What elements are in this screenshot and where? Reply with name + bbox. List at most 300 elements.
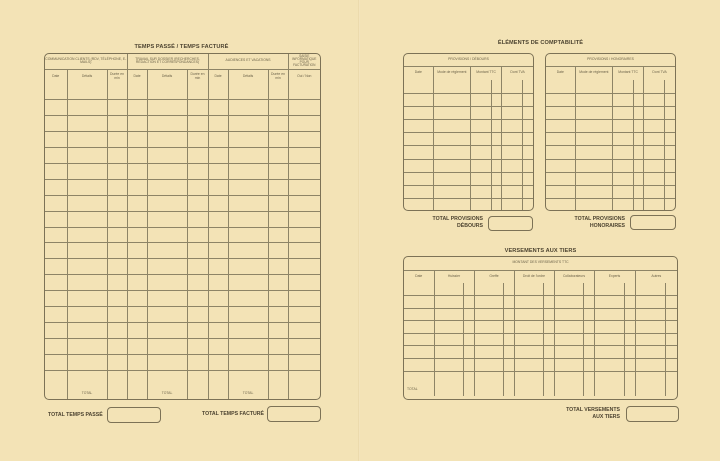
table-cell[interactable] xyxy=(613,186,634,199)
table-cell[interactable] xyxy=(613,146,634,159)
table-cell[interactable] xyxy=(514,308,543,321)
table-cell[interactable] xyxy=(45,132,67,148)
table-cell[interactable] xyxy=(514,296,543,309)
table-cell[interactable] xyxy=(288,227,320,243)
table-cell[interactable] xyxy=(288,291,320,307)
table-cell[interactable] xyxy=(575,146,612,159)
table-cell[interactable] xyxy=(583,283,594,296)
table-cell[interactable] xyxy=(208,227,228,243)
table-cell[interactable] xyxy=(624,333,635,346)
table-cell[interactable] xyxy=(187,291,208,307)
table-cell[interactable] xyxy=(268,322,288,338)
table-cell[interactable] xyxy=(45,275,67,291)
table-cell[interactable] xyxy=(107,211,127,227)
table-cell[interactable] xyxy=(404,283,434,296)
table-cell[interactable] xyxy=(523,199,533,211)
table-cell[interactable] xyxy=(208,338,228,354)
table-cell[interactable] xyxy=(228,370,268,386)
table-cell[interactable] xyxy=(644,199,665,211)
table-cell[interactable] xyxy=(594,283,624,296)
table-cell[interactable] xyxy=(594,308,624,321)
table-cell[interactable] xyxy=(45,195,67,211)
table-cell[interactable] xyxy=(288,132,320,148)
table-cell[interactable] xyxy=(228,148,268,164)
table-cell[interactable] xyxy=(268,100,288,116)
table-cell[interactable] xyxy=(644,80,665,93)
table-cell[interactable] xyxy=(624,346,635,359)
table-cell[interactable] xyxy=(502,120,523,133)
table-cell[interactable] xyxy=(665,80,675,93)
table-cell[interactable] xyxy=(613,133,634,146)
table-cell[interactable] xyxy=(635,333,665,346)
table-cell[interactable] xyxy=(127,179,147,195)
table-cell[interactable] xyxy=(45,179,67,195)
table-cell[interactable] xyxy=(127,338,147,354)
table-cell[interactable] xyxy=(187,354,208,370)
table-cell[interactable] xyxy=(474,346,503,359)
table-cell[interactable] xyxy=(228,306,268,322)
table-cell[interactable] xyxy=(463,371,474,384)
table-cell[interactable] xyxy=(575,133,612,146)
table-cell[interactable] xyxy=(665,321,677,334)
table-cell[interactable] xyxy=(187,163,208,179)
table-cell[interactable] xyxy=(288,306,320,322)
table-cell[interactable] xyxy=(45,338,67,354)
table-cell[interactable] xyxy=(404,120,433,133)
table-cell[interactable] xyxy=(127,322,147,338)
table-cell[interactable] xyxy=(633,159,643,172)
table-cell[interactable] xyxy=(208,195,228,211)
table-cell[interactable] xyxy=(635,359,665,372)
table-cell[interactable] xyxy=(268,275,288,291)
table-cell[interactable] xyxy=(434,333,463,346)
table-cell[interactable] xyxy=(127,291,147,307)
table-cell[interactable] xyxy=(107,275,127,291)
table-cell[interactable] xyxy=(665,308,677,321)
table-cell[interactable] xyxy=(665,346,677,359)
table-cell[interactable] xyxy=(575,199,612,211)
table-cell[interactable] xyxy=(208,291,228,307)
table-cell[interactable] xyxy=(288,243,320,259)
table-cell[interactable] xyxy=(583,333,594,346)
table-cell[interactable] xyxy=(665,133,675,146)
table-cell[interactable] xyxy=(575,106,612,119)
table-cell[interactable] xyxy=(583,296,594,309)
table-cell[interactable] xyxy=(433,159,470,172)
table-cell[interactable] xyxy=(613,80,634,93)
table-cell[interactable] xyxy=(624,321,635,334)
table-cell[interactable] xyxy=(491,106,501,119)
table-cell[interactable] xyxy=(474,371,503,384)
table-cell[interactable] xyxy=(288,163,320,179)
table-cell[interactable] xyxy=(665,106,675,119)
table-cell[interactable] xyxy=(147,306,187,322)
table-cell[interactable] xyxy=(433,133,470,146)
table-cell[interactable] xyxy=(644,133,665,146)
table-cell[interactable] xyxy=(665,159,675,172)
table-cell[interactable] xyxy=(554,346,583,359)
table-cell[interactable] xyxy=(471,146,492,159)
table-cell[interactable] xyxy=(554,283,583,296)
total-temps-passe-field[interactable] xyxy=(107,407,161,423)
table-cell[interactable] xyxy=(434,346,463,359)
table-cell[interactable] xyxy=(514,283,543,296)
table-cell[interactable] xyxy=(594,296,624,309)
table-cell[interactable] xyxy=(474,359,503,372)
table-cell[interactable] xyxy=(228,275,268,291)
table-cell[interactable] xyxy=(474,321,503,334)
table-cell[interactable] xyxy=(404,296,434,309)
table-cell[interactable] xyxy=(474,333,503,346)
table-cell[interactable] xyxy=(107,354,127,370)
table-cell[interactable] xyxy=(635,321,665,334)
table-cell[interactable] xyxy=(45,211,67,227)
table-cell[interactable] xyxy=(67,211,107,227)
table-cell[interactable] xyxy=(67,306,107,322)
table-cell[interactable] xyxy=(543,308,554,321)
table-cell[interactable] xyxy=(404,186,433,199)
table-cell[interactable] xyxy=(471,133,492,146)
table-cell[interactable] xyxy=(546,80,575,93)
table-cell[interactable] xyxy=(147,338,187,354)
table-cell[interactable] xyxy=(491,146,501,159)
table-cell[interactable] xyxy=(502,159,523,172)
table-cell[interactable] xyxy=(503,346,514,359)
table-cell[interactable] xyxy=(45,100,67,116)
table-cell[interactable] xyxy=(228,354,268,370)
table-cell[interactable] xyxy=(147,211,187,227)
table-cell[interactable] xyxy=(107,370,127,386)
table-cell[interactable] xyxy=(187,179,208,195)
table-cell[interactable] xyxy=(546,146,575,159)
table-cell[interactable] xyxy=(288,322,320,338)
table-cell[interactable] xyxy=(67,259,107,275)
table-cell[interactable] xyxy=(107,179,127,195)
table-cell[interactable] xyxy=(633,186,643,199)
table-cell[interactable] xyxy=(554,359,583,372)
table-cell[interactable] xyxy=(575,186,612,199)
table-cell[interactable] xyxy=(187,116,208,132)
table-cell[interactable] xyxy=(228,259,268,275)
table-cell[interactable] xyxy=(187,100,208,116)
table-cell[interactable] xyxy=(288,211,320,227)
table-cell[interactable] xyxy=(107,116,127,132)
table-cell[interactable] xyxy=(268,370,288,386)
table-cell[interactable] xyxy=(471,199,492,211)
table-cell[interactable] xyxy=(463,333,474,346)
table-cell[interactable] xyxy=(288,275,320,291)
table-cell[interactable] xyxy=(503,308,514,321)
table-cell[interactable] xyxy=(127,354,147,370)
table-cell[interactable] xyxy=(288,338,320,354)
table-cell[interactable] xyxy=(514,359,543,372)
table-cell[interactable] xyxy=(187,195,208,211)
table-cell[interactable] xyxy=(583,308,594,321)
table-cell[interactable] xyxy=(127,163,147,179)
table-cell[interactable] xyxy=(503,296,514,309)
table-cell[interactable] xyxy=(228,84,268,100)
table-cell[interactable] xyxy=(546,199,575,211)
table-cell[interactable] xyxy=(404,146,433,159)
table-cell[interactable] xyxy=(147,132,187,148)
table-cell[interactable] xyxy=(543,359,554,372)
table-cell[interactable] xyxy=(147,116,187,132)
table-cell[interactable] xyxy=(147,291,187,307)
table-cell[interactable] xyxy=(665,283,677,296)
total-temps-facture-field[interactable] xyxy=(267,406,321,422)
table-cell[interactable] xyxy=(624,359,635,372)
table-cell[interactable] xyxy=(67,148,107,164)
table-cell[interactable] xyxy=(147,84,187,100)
table-cell[interactable] xyxy=(228,100,268,116)
table-cell[interactable] xyxy=(594,359,624,372)
table-cell[interactable] xyxy=(107,132,127,148)
table-cell[interactable] xyxy=(491,186,501,199)
table-cell[interactable] xyxy=(404,80,433,93)
table-cell[interactable] xyxy=(594,371,624,384)
table-cell[interactable] xyxy=(463,321,474,334)
table-cell[interactable] xyxy=(127,195,147,211)
table-cell[interactable] xyxy=(107,227,127,243)
table-cell[interactable] xyxy=(228,338,268,354)
table-cell[interactable] xyxy=(471,172,492,185)
table-cell[interactable] xyxy=(503,333,514,346)
table-cell[interactable] xyxy=(491,199,501,211)
table-cell[interactable] xyxy=(187,259,208,275)
table-cell[interactable] xyxy=(514,333,543,346)
table-cell[interactable] xyxy=(288,100,320,116)
table-cell[interactable] xyxy=(502,186,523,199)
table-cell[interactable] xyxy=(433,199,470,211)
table-cell[interactable] xyxy=(665,186,675,199)
table-cell[interactable] xyxy=(127,116,147,132)
table-cell[interactable] xyxy=(433,93,470,106)
table-cell[interactable] xyxy=(523,106,533,119)
table-cell[interactable] xyxy=(268,84,288,100)
table-cell[interactable] xyxy=(463,346,474,359)
table-cell[interactable] xyxy=(107,243,127,259)
table-cell[interactable] xyxy=(67,84,107,100)
table-cell[interactable] xyxy=(546,186,575,199)
table-cell[interactable] xyxy=(187,211,208,227)
table-cell[interactable] xyxy=(546,93,575,106)
table-cell[interactable] xyxy=(404,199,433,211)
table-cell[interactable] xyxy=(523,93,533,106)
table-cell[interactable] xyxy=(288,370,320,386)
table-cell[interactable] xyxy=(575,172,612,185)
table-cell[interactable] xyxy=(554,333,583,346)
table-cell[interactable] xyxy=(635,296,665,309)
table-cell[interactable] xyxy=(228,116,268,132)
table-cell[interactable] xyxy=(624,296,635,309)
table-cell[interactable] xyxy=(665,146,675,159)
table-cell[interactable] xyxy=(67,275,107,291)
table-cell[interactable] xyxy=(624,371,635,384)
table-cell[interactable] xyxy=(471,159,492,172)
table-cell[interactable] xyxy=(67,116,107,132)
table-cell[interactable] xyxy=(208,243,228,259)
table-cell[interactable] xyxy=(583,321,594,334)
table-cell[interactable] xyxy=(434,321,463,334)
table-cell[interactable] xyxy=(228,227,268,243)
table-cell[interactable] xyxy=(208,275,228,291)
table-cell[interactable] xyxy=(107,259,127,275)
table-cell[interactable] xyxy=(503,371,514,384)
table-cell[interactable] xyxy=(208,370,228,386)
table-cell[interactable] xyxy=(665,172,675,185)
table-cell[interactable] xyxy=(514,346,543,359)
table-cell[interactable] xyxy=(107,306,127,322)
table-cell[interactable] xyxy=(665,359,677,372)
table-cell[interactable] xyxy=(147,148,187,164)
table-cell[interactable] xyxy=(644,146,665,159)
table-cell[interactable] xyxy=(434,283,463,296)
table-cell[interactable] xyxy=(543,346,554,359)
table-cell[interactable] xyxy=(633,80,643,93)
table-cell[interactable] xyxy=(67,322,107,338)
table-cell[interactable] xyxy=(45,306,67,322)
table-cell[interactable] xyxy=(665,93,675,106)
table-cell[interactable] xyxy=(187,132,208,148)
table-cell[interactable] xyxy=(268,306,288,322)
table-cell[interactable] xyxy=(67,100,107,116)
table-cell[interactable] xyxy=(503,321,514,334)
table-cell[interactable] xyxy=(67,338,107,354)
table-cell[interactable] xyxy=(228,243,268,259)
table-cell[interactable] xyxy=(268,116,288,132)
table-cell[interactable] xyxy=(208,211,228,227)
table-cell[interactable] xyxy=(613,159,634,172)
table-cell[interactable] xyxy=(523,159,533,172)
table-cell[interactable] xyxy=(471,106,492,119)
table-cell[interactable] xyxy=(404,172,433,185)
table-cell[interactable] xyxy=(635,283,665,296)
table-cell[interactable] xyxy=(543,283,554,296)
table-cell[interactable] xyxy=(187,84,208,100)
table-cell[interactable] xyxy=(523,146,533,159)
table-cell[interactable] xyxy=(67,370,107,386)
table-cell[interactable] xyxy=(404,106,433,119)
table-cell[interactable] xyxy=(187,338,208,354)
table-cell[interactable] xyxy=(127,243,147,259)
table-cell[interactable] xyxy=(268,227,288,243)
table-cell[interactable] xyxy=(187,322,208,338)
total-versements-field[interactable] xyxy=(626,406,679,422)
table-cell[interactable] xyxy=(502,199,523,211)
table-cell[interactable] xyxy=(463,283,474,296)
table-cell[interactable] xyxy=(474,308,503,321)
table-cell[interactable] xyxy=(594,346,624,359)
table-cell[interactable] xyxy=(546,159,575,172)
table-cell[interactable] xyxy=(575,80,612,93)
table-cell[interactable] xyxy=(107,322,127,338)
table-cell[interactable] xyxy=(502,146,523,159)
table-cell[interactable] xyxy=(644,93,665,106)
table-cell[interactable] xyxy=(127,132,147,148)
table-cell[interactable] xyxy=(147,370,187,386)
table-cell[interactable] xyxy=(554,296,583,309)
table-cell[interactable] xyxy=(463,296,474,309)
table-cell[interactable] xyxy=(491,120,501,133)
table-cell[interactable] xyxy=(474,296,503,309)
table-cell[interactable] xyxy=(491,159,501,172)
table-cell[interactable] xyxy=(147,163,187,179)
table-cell[interactable] xyxy=(583,359,594,372)
table-cell[interactable] xyxy=(434,359,463,372)
table-cell[interactable] xyxy=(147,259,187,275)
table-cell[interactable] xyxy=(404,371,434,384)
table-cell[interactable] xyxy=(633,146,643,159)
table-cell[interactable] xyxy=(633,133,643,146)
table-cell[interactable] xyxy=(208,116,228,132)
table-cell[interactable] xyxy=(208,306,228,322)
table-cell[interactable] xyxy=(434,308,463,321)
table-cell[interactable] xyxy=(288,354,320,370)
table-cell[interactable] xyxy=(503,283,514,296)
table-cell[interactable] xyxy=(67,163,107,179)
table-cell[interactable] xyxy=(147,195,187,211)
table-cell[interactable] xyxy=(665,371,677,384)
table-cell[interactable] xyxy=(404,159,433,172)
table-cell[interactable] xyxy=(594,333,624,346)
table-cell[interactable] xyxy=(546,120,575,133)
table-cell[interactable] xyxy=(147,275,187,291)
table-cell[interactable] xyxy=(404,93,433,106)
table-cell[interactable] xyxy=(433,186,470,199)
table-cell[interactable] xyxy=(633,120,643,133)
table-cell[interactable] xyxy=(491,93,501,106)
table-cell[interactable] xyxy=(633,93,643,106)
table-cell[interactable] xyxy=(127,227,147,243)
table-cell[interactable] xyxy=(635,308,665,321)
table-cell[interactable] xyxy=(67,132,107,148)
table-cell[interactable] xyxy=(147,179,187,195)
table-cell[interactable] xyxy=(575,120,612,133)
table-cell[interactable] xyxy=(147,243,187,259)
table-cell[interactable] xyxy=(633,199,643,211)
table-cell[interactable] xyxy=(543,296,554,309)
table-cell[interactable] xyxy=(613,120,634,133)
table-cell[interactable] xyxy=(514,321,543,334)
table-cell[interactable] xyxy=(107,163,127,179)
table-cell[interactable] xyxy=(665,199,675,211)
table-cell[interactable] xyxy=(228,195,268,211)
table-cell[interactable] xyxy=(268,291,288,307)
table-cell[interactable] xyxy=(491,172,501,185)
table-cell[interactable] xyxy=(268,132,288,148)
table-cell[interactable] xyxy=(288,84,320,100)
table-cell[interactable] xyxy=(228,291,268,307)
table-cell[interactable] xyxy=(208,179,228,195)
table-cell[interactable] xyxy=(127,259,147,275)
table-cell[interactable] xyxy=(635,371,665,384)
table-cell[interactable] xyxy=(127,275,147,291)
table-cell[interactable] xyxy=(268,243,288,259)
table-cell[interactable] xyxy=(523,186,533,199)
table-cell[interactable] xyxy=(67,354,107,370)
table-cell[interactable] xyxy=(187,148,208,164)
table-cell[interactable] xyxy=(543,321,554,334)
table-cell[interactable] xyxy=(575,159,612,172)
table-cell[interactable] xyxy=(434,296,463,309)
table-cell[interactable] xyxy=(433,106,470,119)
table-cell[interactable] xyxy=(514,371,543,384)
table-cell[interactable] xyxy=(268,338,288,354)
table-cell[interactable] xyxy=(208,84,228,100)
table-cell[interactable] xyxy=(45,84,67,100)
table-cell[interactable] xyxy=(45,243,67,259)
table-cell[interactable] xyxy=(107,338,127,354)
